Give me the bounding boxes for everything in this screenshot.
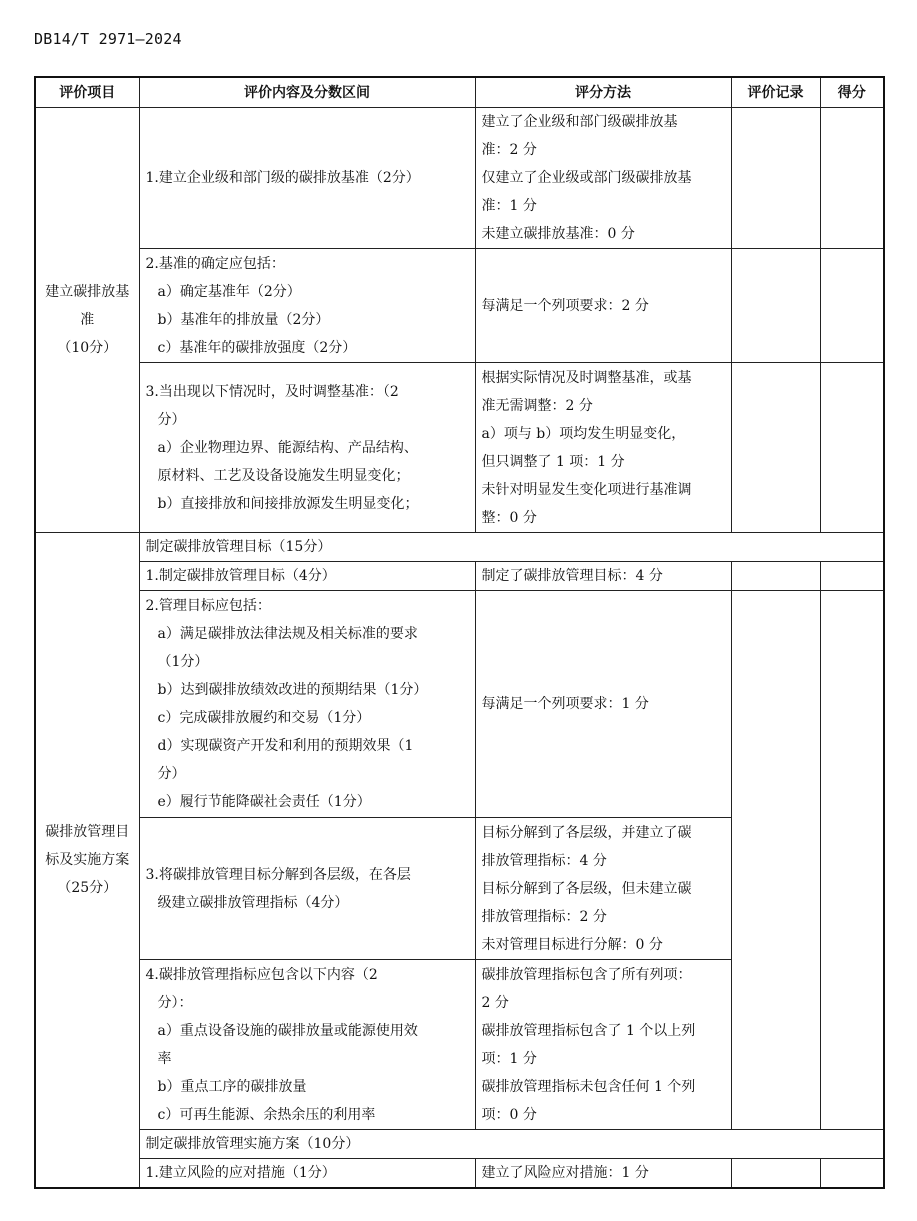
header-score: 得分: [820, 77, 884, 108]
table-row: [35, 108, 884, 249]
method-cell: 目标分解到了各层级，并建立了碳 排放管理指标：4 分 目标分解到了各层级，但未建立碳 排放管理指标：2 分 未对管理目标进行分解：0 分: [475, 818, 731, 960]
subheading-targets: 制定碳排放管理目标（15分）: [139, 533, 884, 562]
table-row: [35, 562, 884, 591]
header-row: [35, 77, 884, 108]
method-cell: 建立了风险应对措施：1 分: [475, 1159, 731, 1189]
subheading-row: [35, 533, 884, 562]
content-cell: 2.基准的确定应包括： a）确定基准年（2分） b）基准年的排放量（2分） c）基准年的碳排放强度（2分）: [139, 249, 475, 363]
score-cell[interactable]: [820, 249, 884, 363]
record-cell[interactable]: [731, 363, 820, 533]
content-cell: 2.管理目标应包括： a）满足碳排放法律法规及相关标准的要求 （1分） b）达到碳排放绩效改进的预期结果（1分） c）完成碳排放履约和交易（1分） d）实现碳资产开发和利用的预期效果（1 分） e）履行节能降碳社会责任（1分）: [139, 591, 475, 818]
table-row: [35, 249, 884, 363]
table-row: [35, 591, 884, 818]
score-cell[interactable]: [820, 1159, 884, 1189]
category-baseline: 建立碳排放基 准 （10分）: [35, 108, 139, 533]
evaluation-table: [34, 76, 885, 1189]
record-cell[interactable]: [731, 591, 820, 1130]
record-cell[interactable]: [731, 108, 820, 249]
score-cell[interactable]: [820, 562, 884, 591]
content-cell: 1.制定碳排放管理目标（4分）: [139, 562, 475, 591]
content-cell: 3.将碳排放管理目标分解到各层级，在各层 级建立碳排放管理指标（4分）: [139, 818, 475, 960]
score-cell[interactable]: [820, 108, 884, 249]
header-eval-record: 评价记录: [731, 77, 820, 108]
header-eval-content: 评价内容及分数区间: [139, 77, 475, 108]
content-cell: 3.当出现以下情况时，及时调整基准：（2 分） a）企业物理边界、能源结构、产品结构、 原材料、工艺及设备设施发生明显变化； b）直接排放和间接排放源发生明显变化；: [139, 363, 475, 533]
record-cell[interactable]: [731, 1159, 820, 1189]
table-row: [35, 363, 884, 533]
content-cell: 4.碳排放管理指标应包含以下内容（2 分）： a）重点设备设施的碳排放量或能源使用效 率 b）重点工序的碳排放量 c）可再生能源、余热余压的利用率: [139, 960, 475, 1130]
content-cell: 1.建立风险的应对措施（1分）: [139, 1159, 475, 1189]
score-cell[interactable]: [820, 591, 884, 1130]
method-cell: 碳排放管理指标包含了所有列项： 2 分 碳排放管理指标包含了 1 个以上列 项：1 分 碳排放管理指标未包含任何 1 个列 项：0 分: [475, 960, 731, 1130]
content-cell: 1.建立企业级和部门级的碳排放基准（2分）: [139, 108, 475, 249]
subheading-plan: 制定碳排放管理实施方案（10分）: [139, 1130, 884, 1159]
category-targets: 碳排放管理目 标及实施方案 （25分）: [35, 533, 139, 1189]
method-cell: 每满足一个列项要求：2 分: [475, 249, 731, 363]
table-row: [35, 1159, 884, 1189]
record-cell[interactable]: [731, 562, 820, 591]
document-code: DB14/T 2971—2024: [34, 30, 182, 48]
method-cell: 根据实际情况及时调整基准，或基 准无需调整：2 分 a）项与 b）项均发生明显变化， 但只调整了 1 项：1 分 未针对明显发生变化项进行基准调 整：0 分: [475, 363, 731, 533]
header-scoring-method: 评分方法: [475, 77, 731, 108]
score-cell[interactable]: [820, 363, 884, 533]
record-cell[interactable]: [731, 249, 820, 363]
header-eval-item: 评价项目: [35, 77, 139, 108]
subheading-row: [35, 1130, 884, 1159]
method-cell: 建立了企业级和部门级碳排放基 准：2 分 仅建立了企业级或部门级碳排放基 准：1 分 未建立碳排放基准：0 分: [475, 108, 731, 249]
method-cell: 每满足一个列项要求：1 分: [475, 591, 731, 818]
method-cell: 制定了碳排放管理目标：4 分: [475, 562, 731, 591]
